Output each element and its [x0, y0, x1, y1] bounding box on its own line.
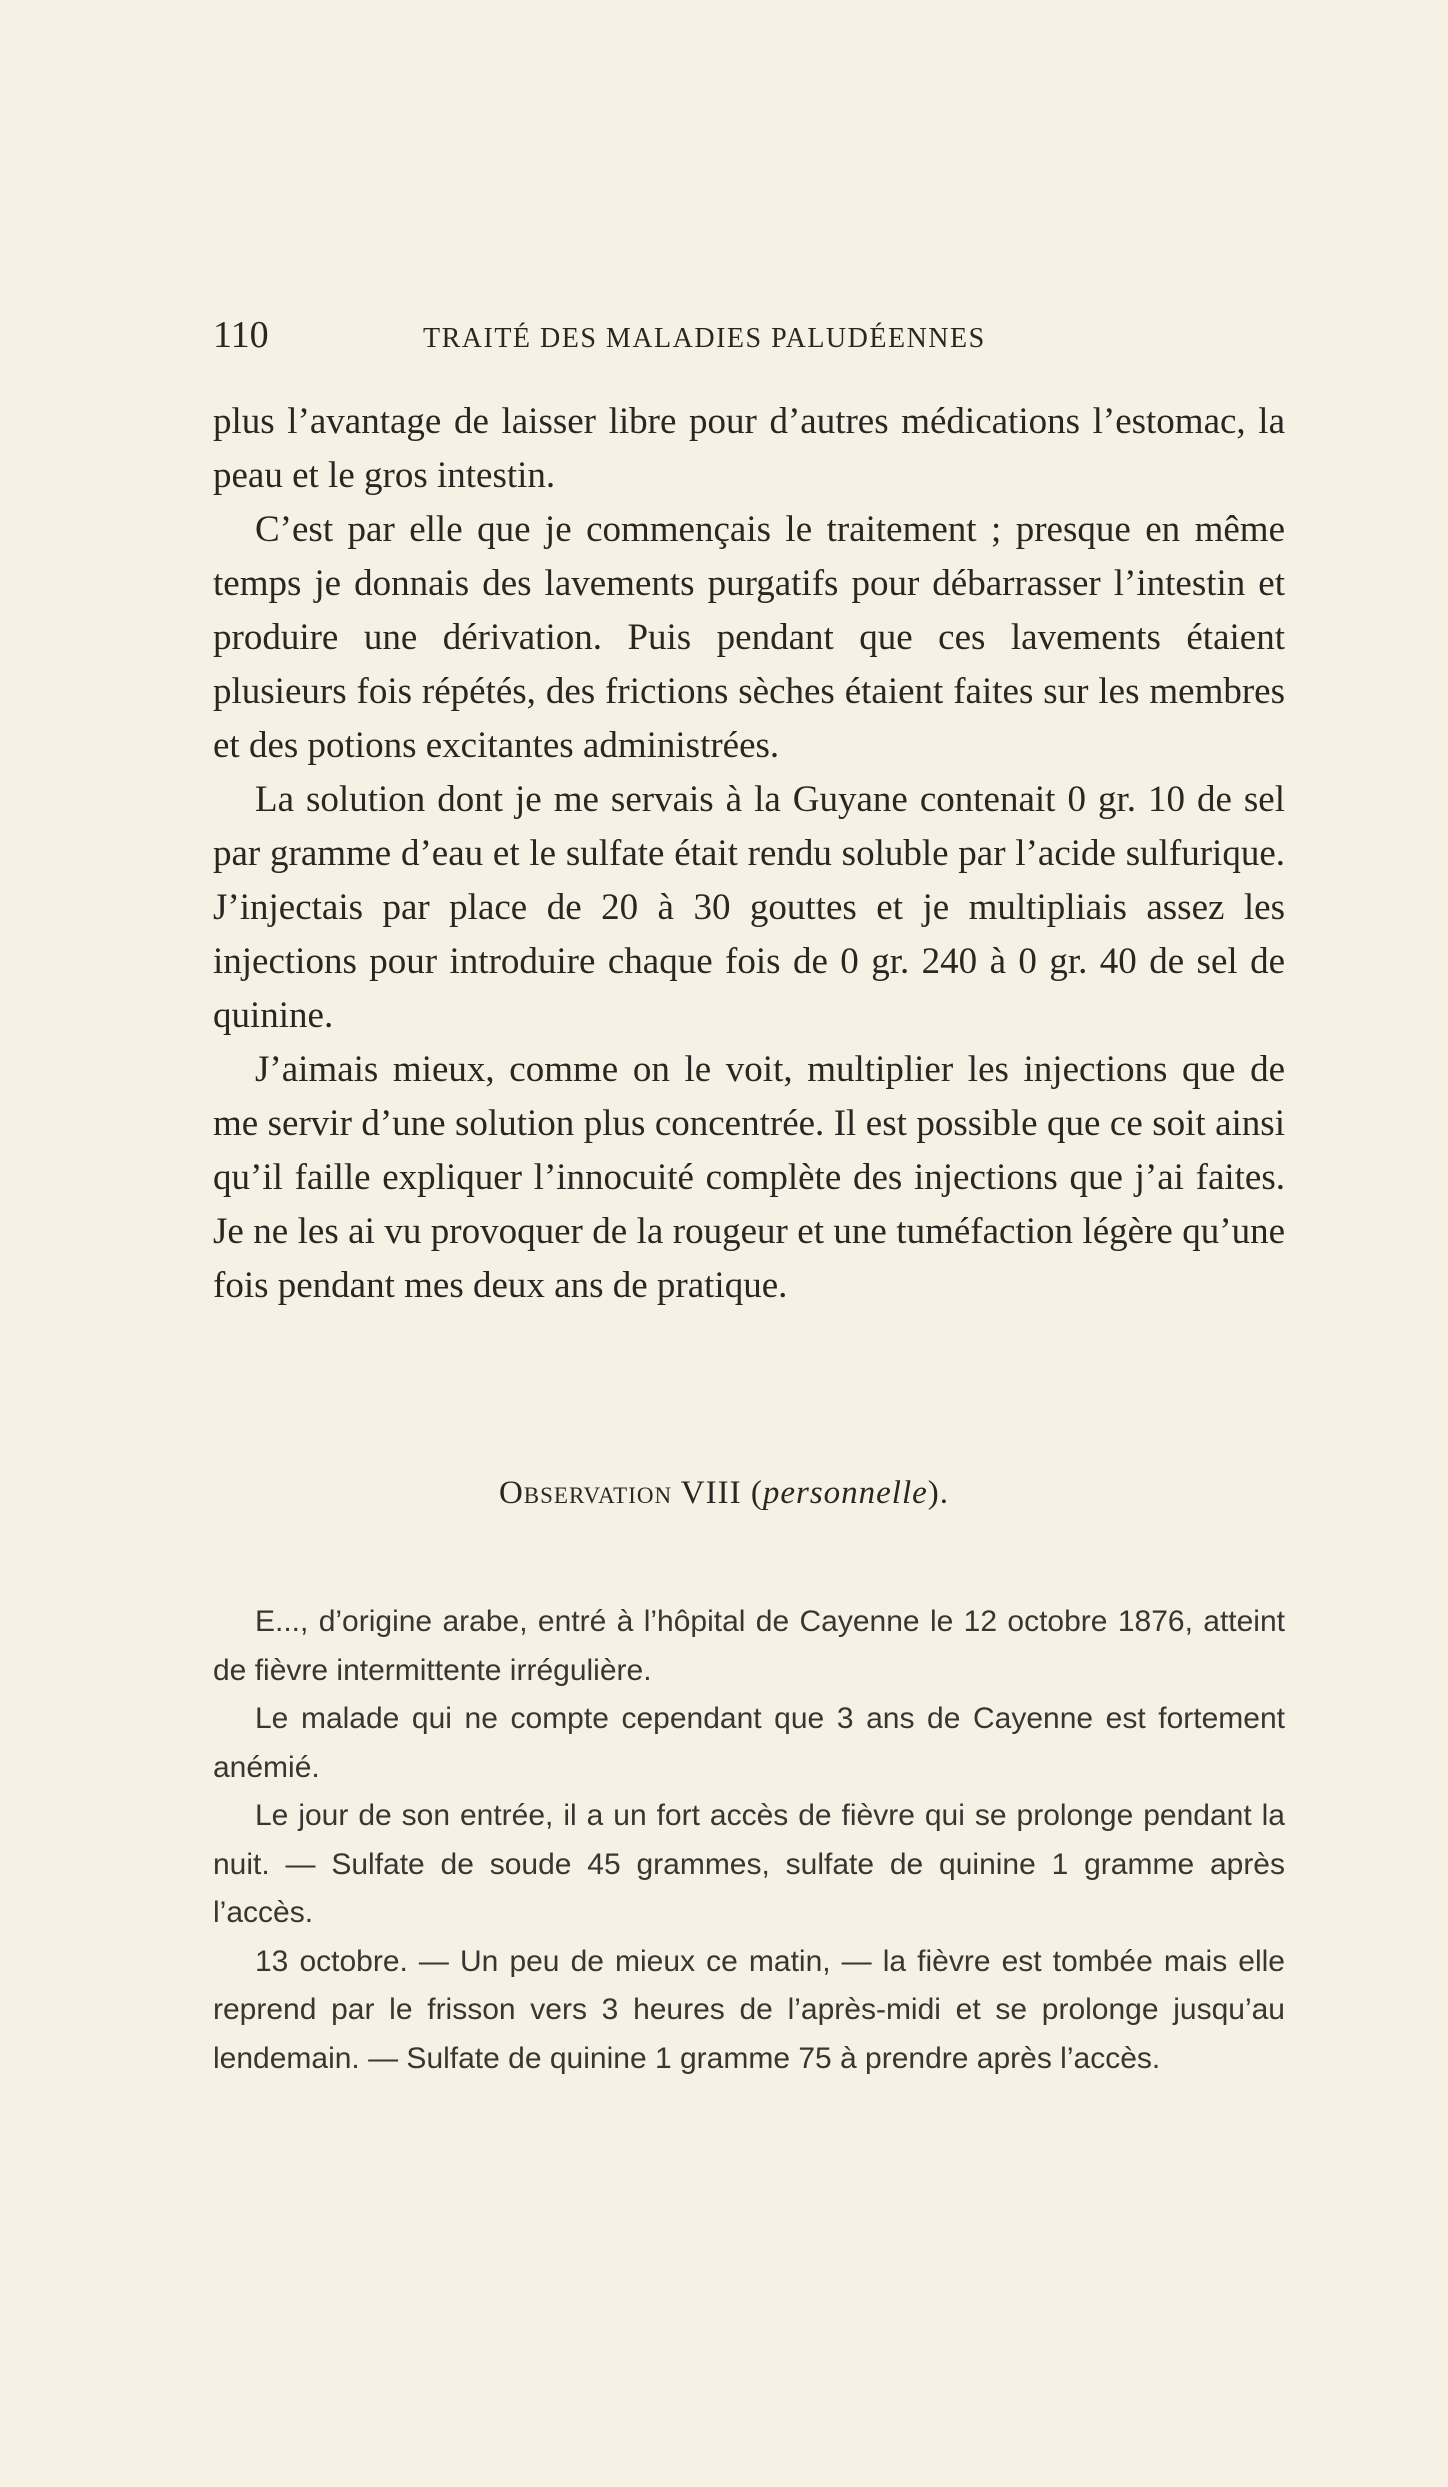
main-text: [213, 395, 1285, 1313]
case-note: Le malade qui ne compte cependant que 3 ans de Cayenne est fortement anémié.: [213, 1702, 1285, 1784]
paragraph: J’aimais mieux, comme on le voit, multiplier les injections que de me servir d’une solution plus concentrée. Il est possible que ce soit ainsi qu’il faille expliquer l’innocuité complète des injections que j’ai faites. Je ne les ai vu provoquer de la rougeur et une tuméfaction légère qu’une fois pendant mes deux ans de pratique.: [213, 1049, 1285, 1306]
case-note: 13 octobre. — Un peu de mieux ce matin, — la fièvre est tombée mais elle reprend par le frisson vers 3 heures de l’après-midi et se prolonge jusqu’au lendemain. — Sulfate de quinine 1 gramme 75 à prendre après l’accès.: [213, 1944, 1285, 2075]
case-note: Le jour de son entrée, il a un fort accès de fièvre qui se prolonge pendant la nuit. — Sulfate de soude 45 grammes, sulfate de quinine 1 gramme après l’accès.: [213, 1799, 1285, 1929]
case-note: E..., d’origine arabe, entré à l’hôpital de Cayenne le 12 octobre 1876, atteint de fièvre intermittente irrégulière.: [213, 1605, 1285, 1687]
observation-label: Observation: [498, 1475, 673, 1511]
paragraph: La solution dont je me servais à la Guyane contenait 0 gr. 10 de sel par gramme d’eau et le sulfate était rendu soluble par l’acide sulfurique. J’injectais par place de 20 à 30 gouttes et je multipliais assez les injections pour introduire chaque fois de 0 gr. 240 à 0 gr. 40 de sel de quinine.: [213, 779, 1285, 1036]
observation-paren-open: (: [750, 1475, 763, 1511]
observation-heading: [0, 1470, 1448, 1516]
running-title: TRAITÉ DES MALADIES PALUDÉENNES: [423, 323, 986, 354]
page-header: [213, 310, 1081, 360]
paragraph: plus l’avantage de laisser libre pour d’autres médications l’estomac, la peau et le gros intestin.: [213, 401, 1285, 496]
observation-number: VIII: [680, 1475, 742, 1511]
observation-qualifier: personnelle: [762, 1475, 928, 1511]
case-notes: [213, 1598, 1285, 2083]
observation-paren-close: ).: [927, 1475, 950, 1511]
paragraph: C’est par elle que je commençais le traitement ; presque en même temps je donnais des lavements purgatifs pour débarrasser l’intestin et produire une dérivation. Puis pendant que ces lavements étaient plusieurs fois répétés, des frictions sèches étaient faites sur les membres et des potions excitantes administrées.: [213, 509, 1285, 766]
page-number: 110: [213, 314, 269, 356]
